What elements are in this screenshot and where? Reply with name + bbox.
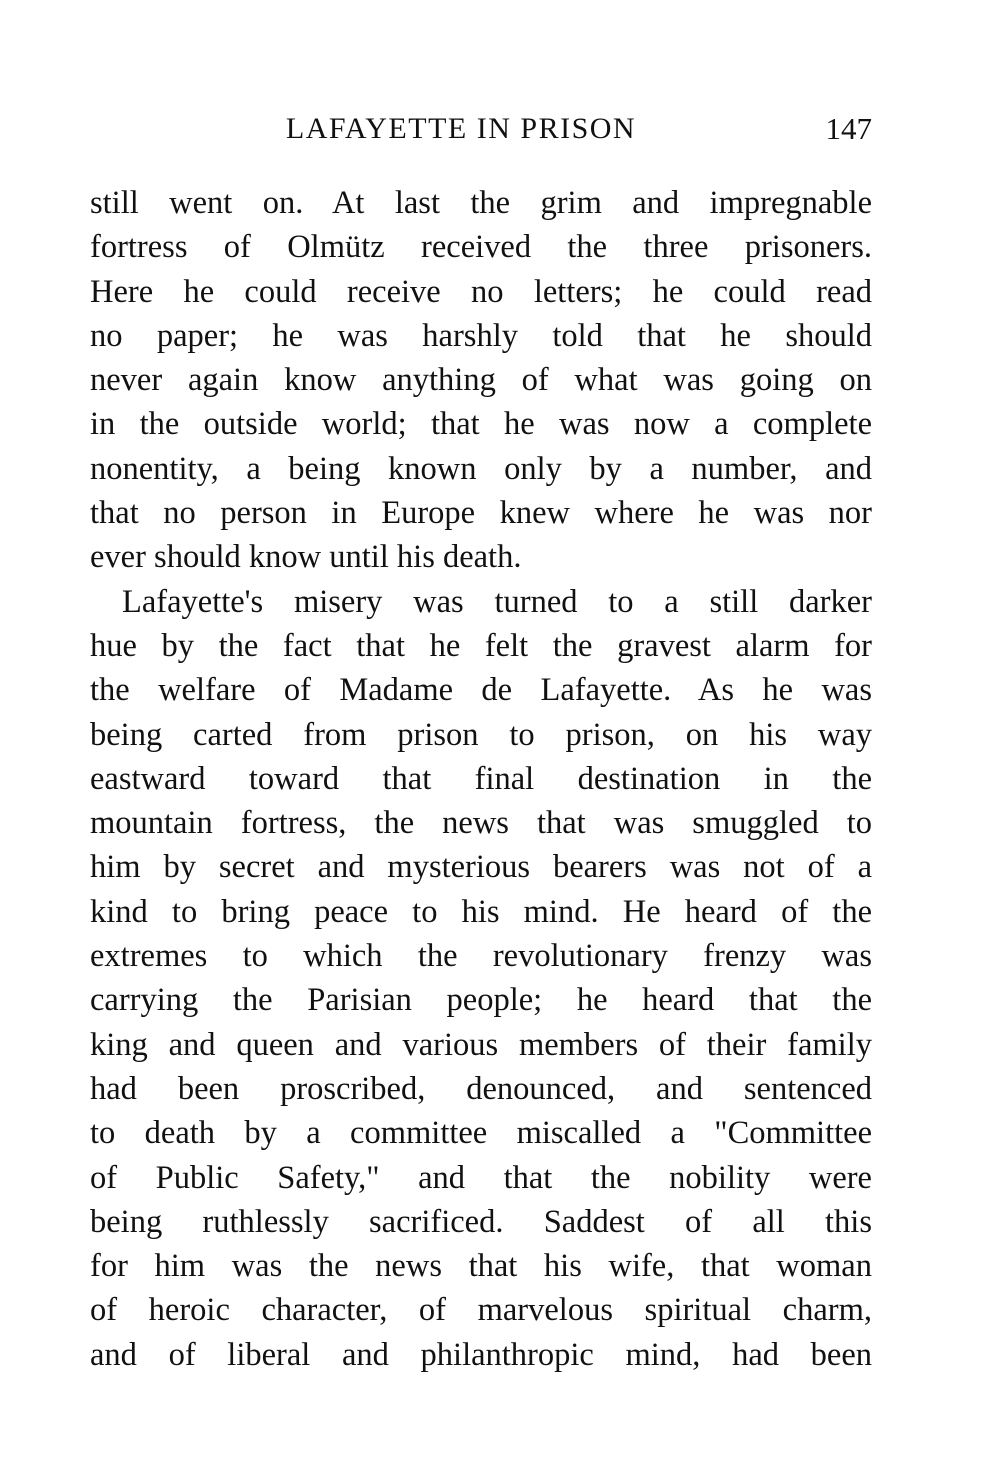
- text-line: hue by the fact that he felt the gravest alarm for: [90, 627, 872, 664]
- paragraph-first-line: Lafayette's misery was turned to a still darker: [122, 583, 872, 620]
- text-line: being ruthlessly sacrificed. Saddest of all this: [90, 1203, 872, 1240]
- text-line: for him was the news that his wife, that woman: [90, 1248, 872, 1285]
- text-line: extremes to which the revolutionary frenzy was: [90, 938, 872, 975]
- text-line: eastward toward that final destination in the: [90, 760, 872, 797]
- text-line: fortress of Olmütz received the three prisoners.: [90, 229, 872, 266]
- text-line: had been proscribed, denounced, and sentenced: [90, 1070, 872, 1107]
- text-line: no paper; he was harshly told that he should: [90, 317, 872, 354]
- text-line: him by secret and mysterious bearers was not of a: [90, 849, 872, 886]
- text-line: carrying the Parisian people; he heard that the: [90, 982, 872, 1019]
- text-line: nonentity, a being known only by a number, and: [90, 450, 872, 487]
- page-number: 147: [825, 111, 872, 146]
- text-line: in the outside world; that he was now a complete: [90, 406, 872, 443]
- text-line: mountain fortress, the news that was smuggled to: [90, 805, 872, 842]
- text-line: that no person in Europe knew where he was nor: [90, 495, 872, 532]
- text-line: ever should know until his death.: [90, 539, 522, 576]
- text-line: the welfare of Madame de Lafayette. As he was: [90, 672, 872, 709]
- text-line: and of liberal and philanthropic mind, had been: [90, 1336, 872, 1373]
- text-line: to death by a committee miscalled a "Committee: [90, 1115, 872, 1152]
- running-head: [90, 104, 872, 154]
- text-line: king and queen and various members of their family: [90, 1026, 872, 1063]
- text-line: of heroic character, of marvelous spiritual charm,: [90, 1292, 872, 1329]
- text-line: still went on. At last the grim and impregnable: [90, 185, 872, 221]
- running-title: LAFAYETTE IN PRISON: [285, 112, 637, 145]
- text-line: of Public Safety," and that the nobility were: [90, 1159, 872, 1196]
- body-text: [90, 181, 872, 1377]
- text-line: kind to bring peace to his mind. He heard of the: [90, 893, 872, 930]
- text-line: being carted from prison to prison, on his way: [90, 716, 872, 753]
- text-line: never again know anything of what was going on: [90, 362, 872, 399]
- text-line: Here he could receive no letters; he could read: [90, 273, 872, 310]
